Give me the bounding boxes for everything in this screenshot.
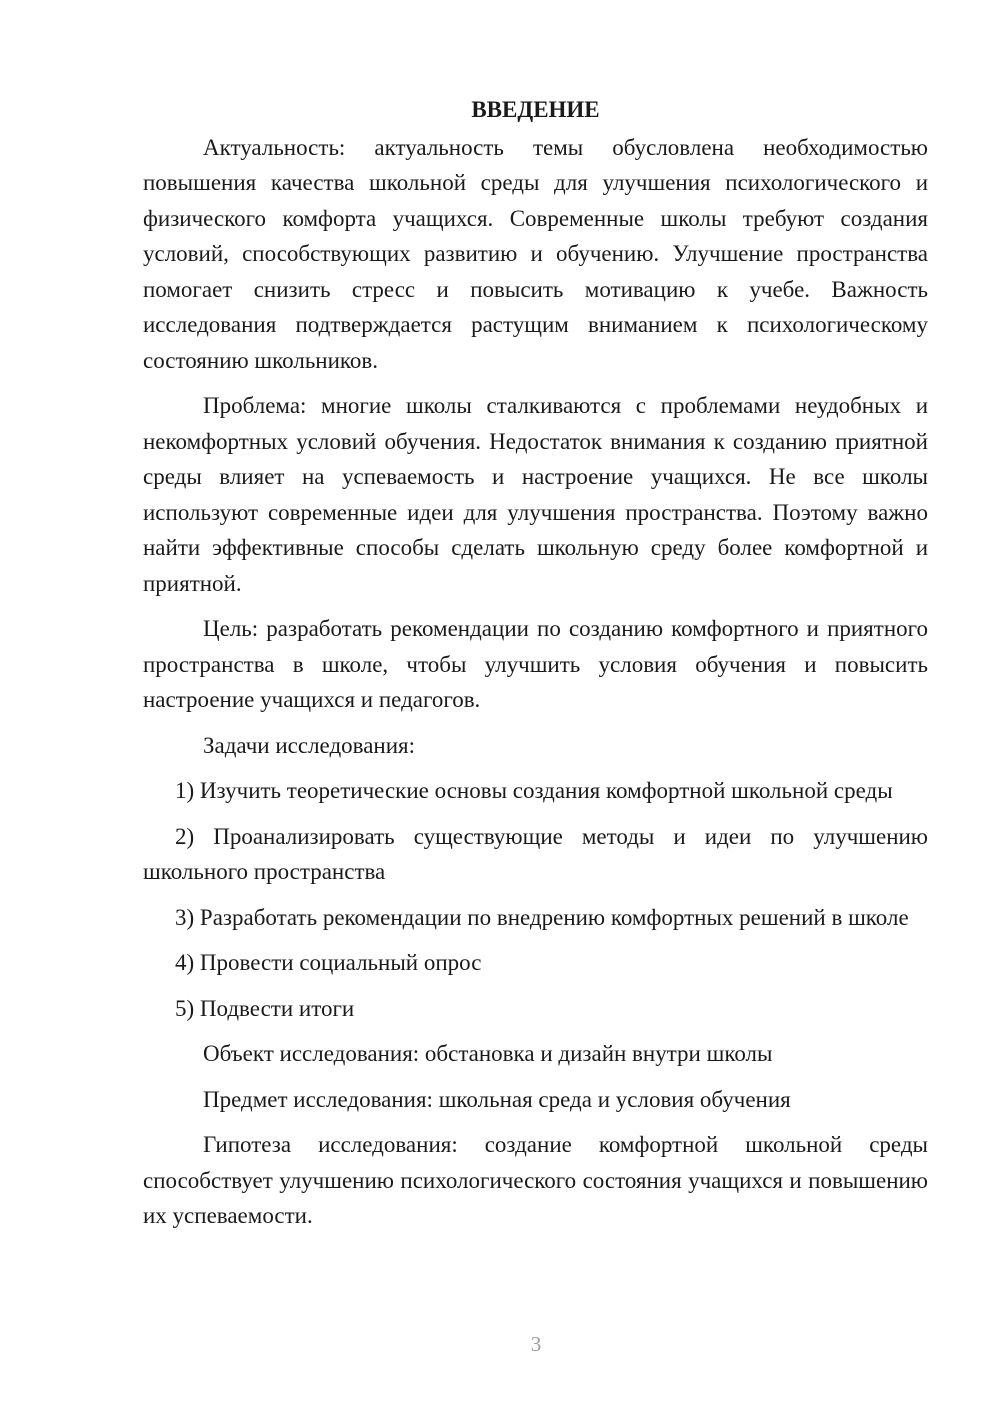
research-object-paragraph: Объект исследования: обстановка и дизайн внутри школы	[203, 1041, 773, 1066]
goal-paragraph: Цель: разработать рекомендации по созданию комфортного и приятного пространства в школе, чтобы улучшить условия обучения и повысить настроение учащихся и педагогов.	[143, 616, 928, 712]
page-number: 3	[530, 1332, 542, 1356]
section-heading: ВВЕДЕНИЕ	[471, 97, 600, 122]
tasks-title: Задачи исследования:	[203, 732, 416, 758]
research-subject-paragraph: Предмет исследования: школьная среда и условия обучения	[203, 1086, 791, 1112]
task-item-3: 3) Разработать рекомендации по внедрению комфортных решений в школе	[175, 904, 909, 930]
hypothesis-paragraph: Гипотеза исследования: создание комфортной школьной среды способствует улучшению психологического состояния учащихся и повышению их успеваемости.	[143, 1132, 928, 1228]
task-item-5: 5) Подвести итоги	[175, 995, 355, 1021]
task-item-2: 2) Проанализировать существующие методы и идеи по улучшению школьного пространства	[143, 823, 928, 884]
document-body	[143, 92, 928, 1244]
problem-paragraph: Проблема: многие школы сталкиваются с проблемами неудобных и некомфортных условий обучения. Недостаток внимания к созданию приятной среды влияет на успеваемость и настроение учащихся. Не все школы используют современные идеи для улучшения пространства. Поэтому важно найти эффективные способы сделать школьную среду более комфортной и приятной.	[143, 393, 928, 596]
tasks-list	[143, 773, 928, 1026]
task-item-4: 4) Провести социальный опрос	[175, 950, 482, 975]
relevance-paragraph: Актуальность: актуальность темы обусловлена необходимостью повышения качества школьной среды для улучшения психологического и физического комфорта учащихся. Современные школы требуют создания условий, способствующих развитию и обучению. Улучшение пространства помогает снизить стресс и повысить мотивацию к учебе. Важность исследования подтверждается растущим вниманием к психологическому состоянию школьников.	[143, 134, 928, 373]
task-item-1: 1) Изучить теоретические основы создания комфортной школьной среды	[175, 778, 893, 803]
